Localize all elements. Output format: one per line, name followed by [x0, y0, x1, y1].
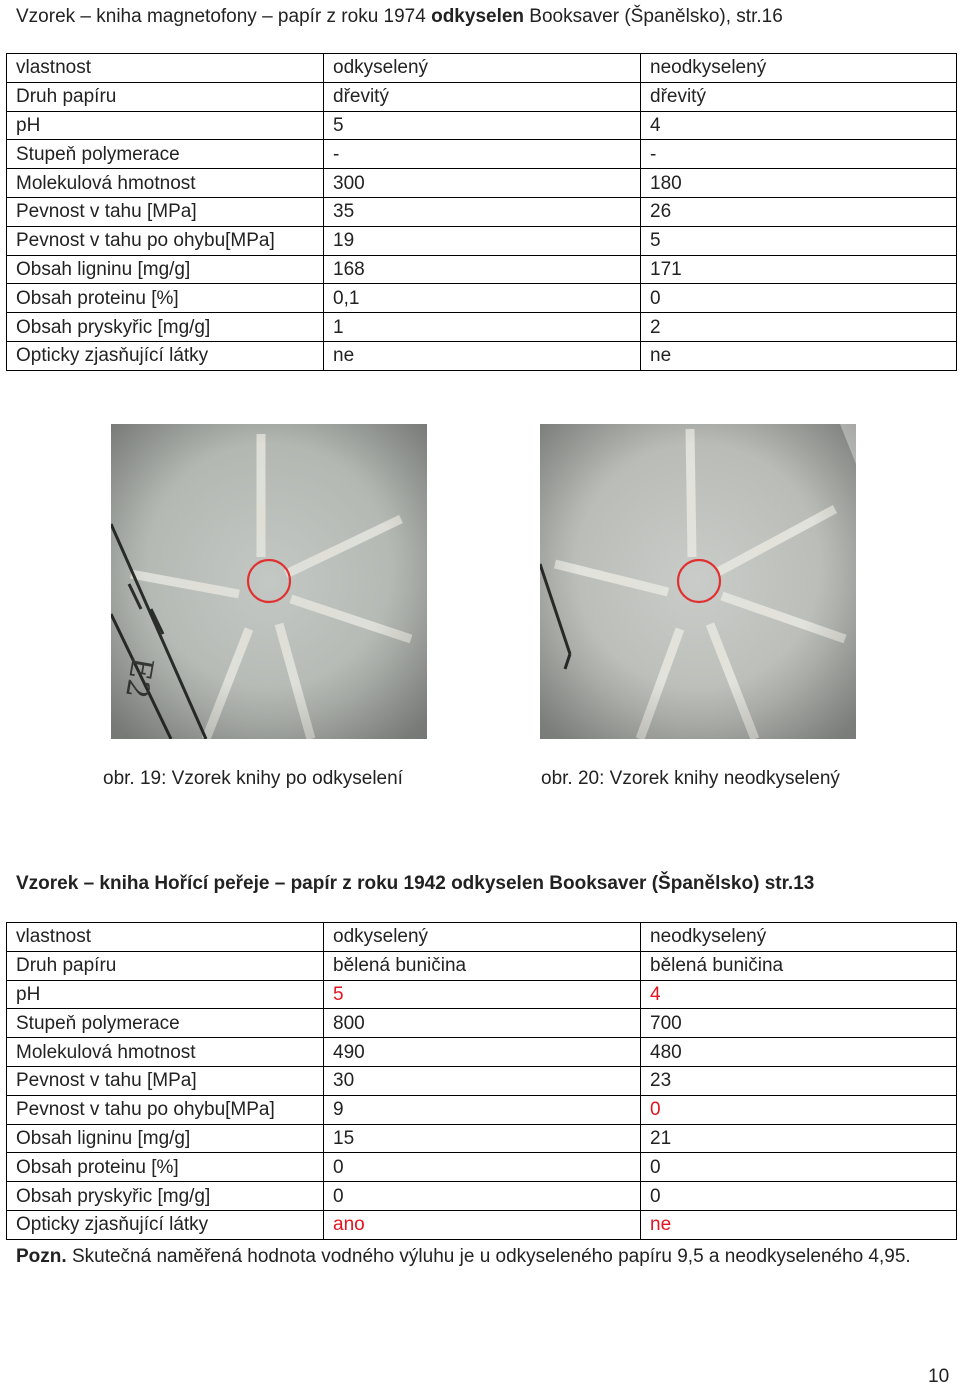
table-header-row [7, 923, 957, 952]
deacidified-cell: ano [324, 1210, 641, 1239]
non-deacidified-cell: 0 [641, 284, 957, 313]
property-cell: Obsah ligninu [mg/g] [7, 1124, 324, 1153]
non-deacidified-cell: 700 [641, 1009, 957, 1038]
table-row [7, 1153, 957, 1182]
non-deacidified-cell: bělená buničina [641, 951, 957, 980]
non-deacidified-cell: - [641, 140, 957, 169]
property-cell: Molekulová hmotnost [7, 169, 324, 198]
non-deacidified-cell: 21 [641, 1124, 957, 1153]
section2-heading: Vzorek – kniha Hořící peřeje – papír z roku 1942 odkyselen Booksaver (Španělsko) str.13 [16, 873, 815, 894]
non-deacidified-cell: 5 [641, 226, 957, 255]
non-deacidified-cell: 4 [641, 980, 957, 1009]
deacidified-cell: 9 [324, 1095, 641, 1124]
table-row [7, 226, 957, 255]
property-cell: Opticky zjasňující látky [7, 341, 324, 370]
deacidified-cell: ne [324, 341, 641, 370]
property-cell: vlastnost [7, 54, 324, 83]
property-cell: Druh papíru [7, 82, 324, 111]
property-cell: Stupeň polymerace [7, 1009, 324, 1038]
deacidified-cell: - [324, 140, 641, 169]
property-cell: Stupeň polymerace [7, 140, 324, 169]
non-deacidified-cell: 4 [641, 111, 957, 140]
table-row [7, 284, 957, 313]
property-cell: Pevnost v tahu [MPa] [7, 197, 324, 226]
deacidified-cell: 300 [324, 169, 641, 198]
property-cell: Molekulová hmotnost [7, 1038, 324, 1067]
table-row [7, 1038, 957, 1067]
deacidified-cell: 1 [324, 313, 641, 342]
table-row [7, 951, 957, 980]
table-row [7, 1066, 957, 1095]
page-number: 10 [928, 1366, 950, 1387]
properties-table-2 [6, 922, 957, 1240]
property-cell: Druh papíru [7, 951, 324, 980]
section1-heading: Vzorek – kniha magnetofony – papír z roku 1974 odkyselen Booksaver (Španělsko), str.16 [16, 6, 783, 27]
table-row [7, 197, 957, 226]
deacidified-cell: 19 [324, 226, 641, 255]
figure-20-photo [540, 424, 856, 739]
deacidified-cell: bělená buničina [324, 951, 641, 980]
deacidified-cell: 0,1 [324, 284, 641, 313]
deacidified-cell: dřevitý [324, 82, 641, 111]
non-deacidified-cell: ne [641, 341, 957, 370]
properties-table-1 [6, 53, 957, 371]
deacidified-cell: 5 [324, 111, 641, 140]
property-cell: Pevnost v tahu [MPa] [7, 1066, 324, 1095]
property-cell: pH [7, 980, 324, 1009]
non-deacidified-cell: 0 [641, 1153, 957, 1182]
table-row [7, 111, 957, 140]
figure-20-caption: obr. 20: Vzorek knihy neodkyselený [541, 768, 840, 789]
non-deacidified-cell: 180 [641, 169, 957, 198]
table-row [7, 1182, 957, 1211]
non-deacidified-cell: 0 [641, 1182, 957, 1211]
property-cell: Obsah pryskyřic [mg/g] [7, 313, 324, 342]
deacidified-cell: 800 [324, 1009, 641, 1038]
non-deacidified-cell: 480 [641, 1038, 957, 1067]
non-deacidified-cell: 0 [641, 1095, 957, 1124]
table-row [7, 313, 957, 342]
deacidified-cell: 0 [324, 1182, 641, 1211]
note-paragraph: Pozn. Skutečná naměřená hodnota vodného výluhu je u odkyseleného papíru 9,5 a neodkyseleného 4,95. [16, 1246, 911, 1267]
deacidified-cell: 168 [324, 255, 641, 284]
table-row [7, 82, 957, 111]
deacidified-cell: odkyselený [324, 54, 641, 83]
deacidified-cell: 30 [324, 1066, 641, 1095]
non-deacidified-cell: 26 [641, 197, 957, 226]
deacidified-cell: 35 [324, 197, 641, 226]
deacidified-cell: 15 [324, 1124, 641, 1153]
deacidified-cell: 490 [324, 1038, 641, 1067]
non-deacidified-cell: neodkyselený [641, 54, 957, 83]
table-row [7, 169, 957, 198]
table-header-row [7, 54, 957, 83]
property-cell: Pevnost v tahu po ohybu[MPa] [7, 226, 324, 255]
deacidified-cell: odkyselený [324, 923, 641, 952]
property-cell: Obsah proteinu [%] [7, 284, 324, 313]
property-cell: Obsah ligninu [mg/g] [7, 255, 324, 284]
figure-19-caption: obr. 19: Vzorek knihy po odkyselení [103, 768, 403, 789]
deacidified-cell: 5 [324, 980, 641, 1009]
table-row [7, 1124, 957, 1153]
table-row [7, 255, 957, 284]
deacidified-cell: 0 [324, 1153, 641, 1182]
property-cell: Obsah proteinu [%] [7, 1153, 324, 1182]
property-cell: Opticky zjasňující látky [7, 1210, 324, 1239]
non-deacidified-cell: 23 [641, 1066, 957, 1095]
non-deacidified-cell: neodkyselený [641, 923, 957, 952]
table-row [7, 1095, 957, 1124]
property-cell: Obsah pryskyřic [mg/g] [7, 1182, 324, 1211]
property-cell: Pevnost v tahu po ohybu[MPa] [7, 1095, 324, 1124]
table-row [7, 1009, 957, 1038]
table-row [7, 1210, 957, 1239]
table-row [7, 140, 957, 169]
non-deacidified-cell: ne [641, 1210, 957, 1239]
table-row [7, 980, 957, 1009]
property-cell: pH [7, 111, 324, 140]
table-row [7, 341, 957, 370]
figure-19-photo [111, 424, 427, 739]
non-deacidified-cell: 171 [641, 255, 957, 284]
non-deacidified-cell: 2 [641, 313, 957, 342]
property-cell: vlastnost [7, 923, 324, 952]
non-deacidified-cell: dřevitý [641, 82, 957, 111]
